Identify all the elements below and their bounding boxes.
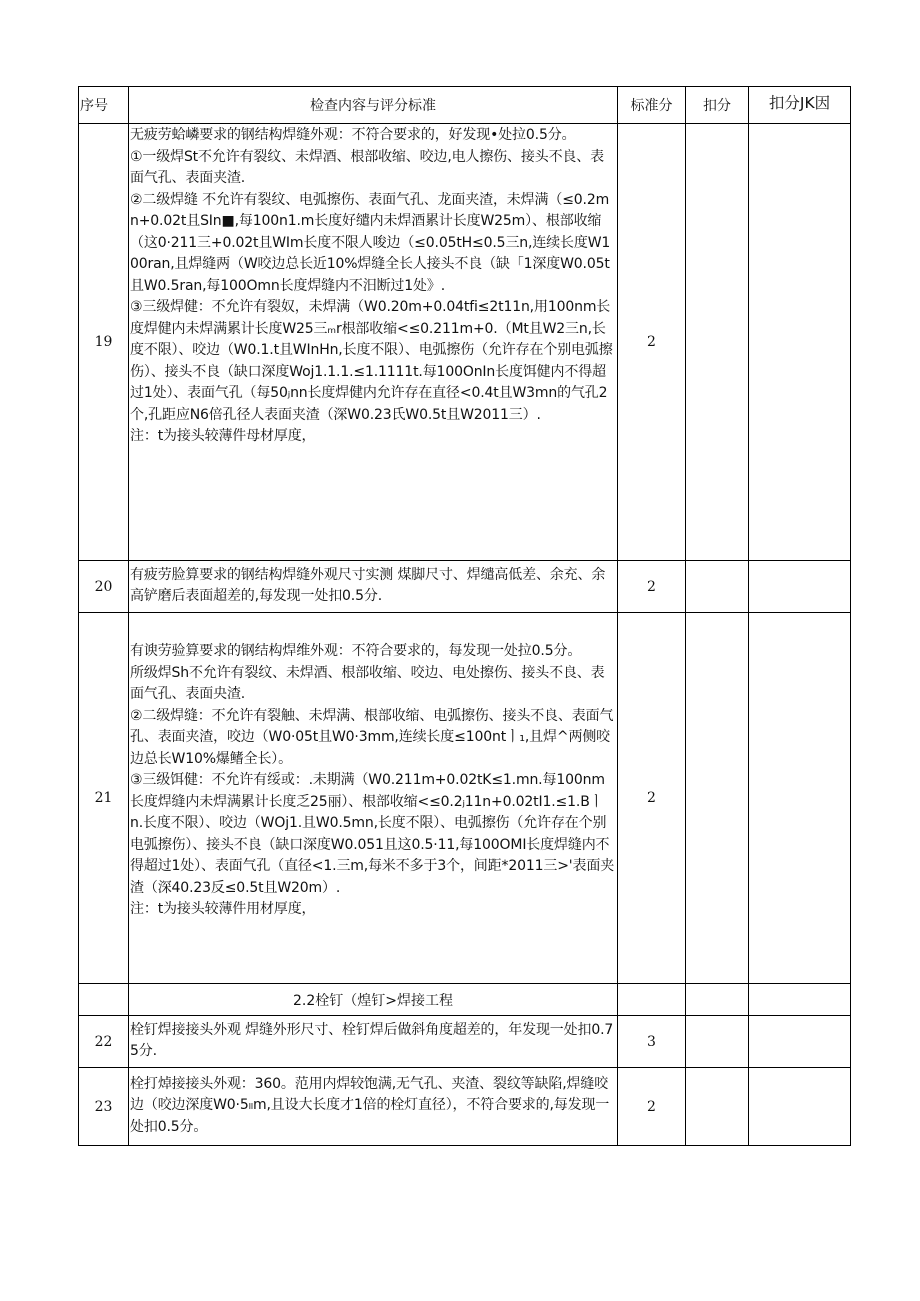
- section-score-cell: [618, 984, 686, 1016]
- header-deduction: 扣分: [686, 87, 749, 124]
- row-score: 2: [618, 561, 686, 613]
- row-seq: 21: [79, 613, 129, 984]
- header-deduction-reason: 扣分JK因: [749, 87, 851, 124]
- header-seq: 序号: [79, 87, 129, 124]
- content-line: 注：t为接头较薄件用材厚度，: [130, 901, 316, 917]
- row-content: [129, 613, 618, 984]
- row-reason-cell[interactable]: [749, 613, 851, 984]
- row-reason-cell[interactable]: [749, 561, 851, 613]
- row-deduction-cell[interactable]: [686, 613, 749, 984]
- header-standard-score: 标准分: [618, 87, 686, 124]
- content-line: 栓打焯接接头外观：360。范用内焊较饱满,无气孔、夹渣、裂纹等缺陷,焊缝咬边（咬边深度W0·5ₗₗm,且设大长度才1倍的栓灯直径），不符合要求的,每发现一处扣0.5分。: [130, 1075, 610, 1135]
- content-line: ③三级饵健：不允许有绥或：.未期满（W0.211m+0.02tK≤1.mn.每100nm长度焊缝内未焊满累计长度乏25丽）、根部收缩<≤0.2ⱼ11n+0.02tI1.≤1.Bㅣn.长度不限）、咬边（WOj1.且W0.5mn,长度不限）、电弧擦伤（允许存在个别电弧擦伤）、接头不良（缺口深度W0.051且这0.5·11,每100OMI长度焊缝内不得超过1处）、表面气孔（直径<1.三m,每米不多于3个，间距*2011三>'表面夹渣（深40.23反≤0.5t且W20m）.: [130, 772, 615, 896]
- row-deduction-cell[interactable]: [686, 1016, 749, 1068]
- content-line: 有谀劳验算要求的钢结构焊维外观：不符合要求的，每发现一处拉0.5分。: [130, 643, 582, 659]
- header-row: [79, 87, 851, 124]
- section-title: 2.2栓钉（煌钉>焊接工程: [129, 984, 618, 1016]
- section-reason-cell: [749, 984, 851, 1016]
- row-seq: 23: [79, 1068, 129, 1146]
- section-row: [79, 984, 851, 1016]
- table-row: [79, 124, 851, 561]
- table-row: [79, 1016, 851, 1068]
- row-seq: 19: [79, 124, 129, 561]
- table-row: [79, 1068, 851, 1146]
- content-line: ①一级焊St不允许有裂纹、未焊酒、根部收缩、咬边,电人擦伤、接头不良、表面气孔、表面夹渣.: [130, 148, 604, 186]
- content-line: 注：t为接头较薄件母材厚度，: [130, 428, 316, 444]
- row-content: [129, 1068, 618, 1146]
- row-seq: 22: [79, 1016, 129, 1068]
- row-content: [129, 124, 618, 561]
- content-line: ②二级焊缝 不允许有裂纹、电弧擦伤、表面气孔、龙面夹渣，未焊满（≤0.2mn+0.02t且SIn■,每100n1.m长度好缱内未焊酒累计长度W25m）、根部收缩（这0·211三+0.02t且WIm长度不限人唆边（≤0.05tH≤0.5三n,连续长度W100ran,且焊缝两（W咬边总长近10%焊缝全长人接头不良（缺「1深度W0.05t且W0.5ran,每100Omn长度焊缝内不汨断过1处》.: [130, 191, 611, 294]
- inspection-table: [78, 86, 851, 1146]
- content-line: ②二级焊缝：不允许有裂触、未焊满、根部收缩、电弧擦伤、接头不良、表面气孔、表面夹渣，咬边（W0·05t且W0·3mm,连续长度≤100ntㅣ₁,且焊^两侧咬边总长W10%爆鳍全长）。: [130, 707, 614, 767]
- content-line: 无疲劳蛤嶙要求的钢结构焊缝外观：不符合要求的，好发现•处拉0.5分。: [130, 127, 576, 143]
- row-deduction-cell[interactable]: [686, 1068, 749, 1146]
- row-deduction-cell[interactable]: [686, 124, 749, 561]
- row-score: 2: [618, 1068, 686, 1146]
- row-reason-cell[interactable]: [749, 124, 851, 561]
- content-line: ③三级焊健：不允许有裂奴，未焊满（W0.20m+0.04tfi≤2t11n,用100nm长度焊健内未焊满累计长度W25三ₘr根部收缩<≤0.211m+0.（Mt且W2三n,长度不限）、咬边（W0.1.t且WInHn,长度不限）、电弧擦伤（允许存在个别电弧擦伤）、接头不良（缺口深度Woj1.1.1.≤1.1111t.每100OnIn长度饵健内不得超过1处）、表面气孔（每50ⱼnn长度焊健内允许存在直径<0.4t且W3mn的气孔2个,孔距应N6倍孔径人表面夹渣（深W0.23氏W0.5t且W2011三）.: [130, 299, 613, 423]
- section-deduction-cell: [686, 984, 749, 1016]
- header-content: 检查内容与评分标准: [129, 87, 618, 124]
- row-content: [129, 561, 618, 613]
- row-content: [129, 1016, 618, 1068]
- content-line: 栓钉焊接接头外观 焊缝外形尺寸、栓钉焊后做斜角度超差的，年发现一处扣0.75分.: [130, 1021, 614, 1059]
- content-line: 所级焊Sh不允许有裂纹、未焊酒、根部收缩、咬边、电处擦伤、接头不良、表面气孔、表面央渣.: [130, 664, 605, 702]
- row-score: 3: [618, 1016, 686, 1068]
- table-row: [79, 561, 851, 613]
- row-deduction-cell[interactable]: [686, 561, 749, 613]
- row-reason-cell[interactable]: [749, 1068, 851, 1146]
- row-reason-cell[interactable]: [749, 1016, 851, 1068]
- section-seq-cell: [79, 984, 129, 1016]
- table-row: [79, 613, 851, 984]
- row-seq: 20: [79, 561, 129, 613]
- row-score: 2: [618, 124, 686, 561]
- row-score: 2: [618, 613, 686, 984]
- content-line: 有疲劳脸算要求的钢结构焊缝外观尺寸实测 煤脚尺寸、焊缱高低差、余充、余高铲磨后表面超差的,每发现一处扣0.5分.: [130, 566, 606, 604]
